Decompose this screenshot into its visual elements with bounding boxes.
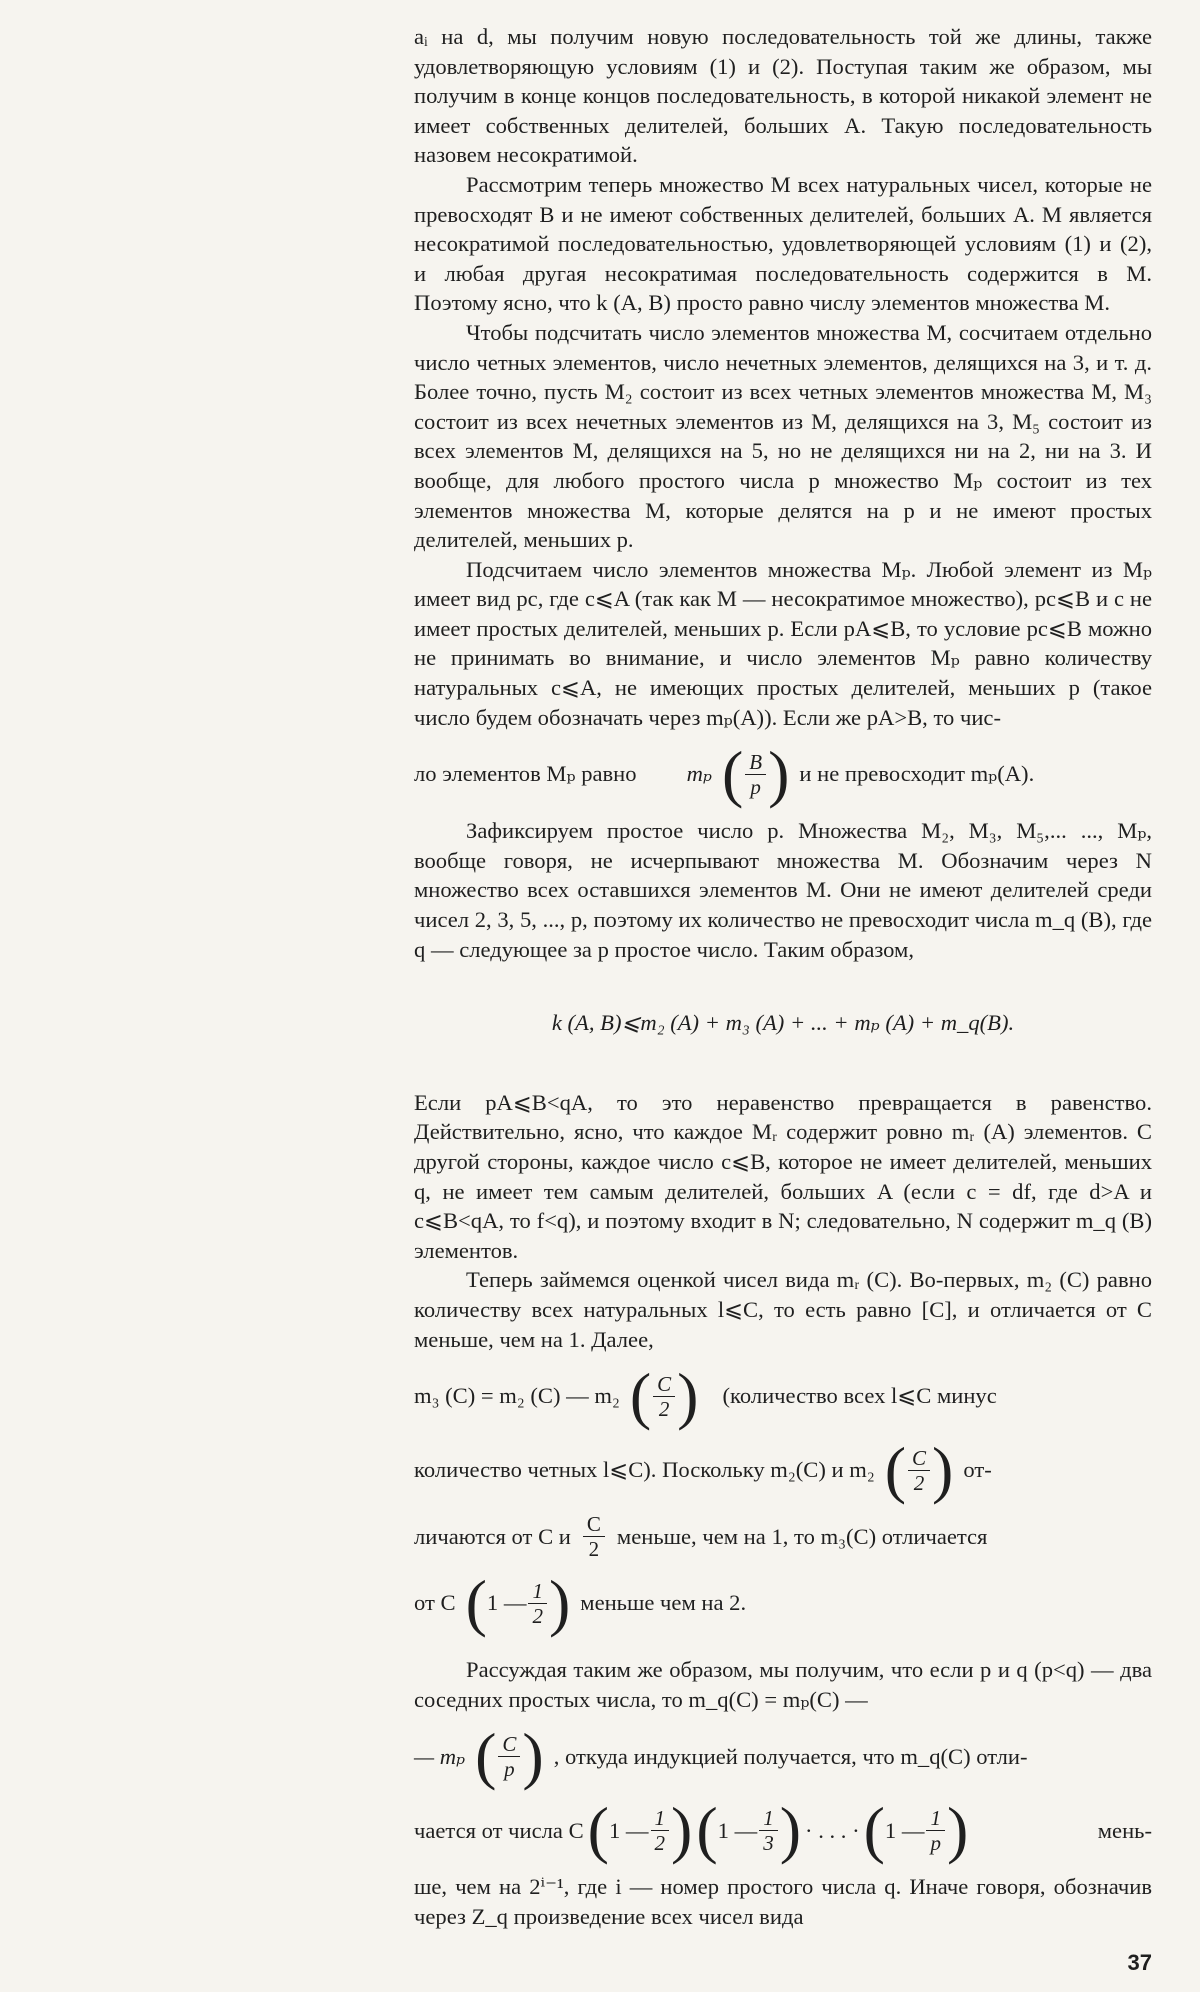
- text: (количество всех l⩽C минус: [722, 1383, 997, 1409]
- display-formula: k (A, B)⩽m₂ (A) + m₃ (A) + ... + mₚ (A) + m_q(B).: [551, 1010, 1015, 1036]
- paragraph-2: Рассмотрим теперь множество M всех натуральных чисел, которые не превосходят B и не имеют собственных делителей, больших A. M является несократимой последовательностью, удовлетворяющей условиям (1) и (2), и любая другая несократимая последовательность содержится в M. Поэтому ясно, что k (A, B) просто равно числу элементов множества M.: [414, 171, 1152, 316]
- formula-line-m3: [414, 1360, 1152, 1432]
- paragraph-8: Рассуждая таким же образом, мы получим, что если p и q (p<q) — два соседних простых числа, то m_q(C) = mₚ(C) —: [414, 1657, 1152, 1712]
- numerator: 1: [759, 1806, 778, 1831]
- page-text-column: [414, 22, 1152, 1932]
- page-number: 37: [1127, 1950, 1152, 1975]
- numerator: C: [653, 1372, 675, 1397]
- denominator: 2: [588, 1537, 600, 1562]
- formula-line-one-minus-half: [414, 1567, 1152, 1639]
- denominator: 2: [654, 1830, 666, 1855]
- numerator: 1: [651, 1806, 670, 1831]
- text: и не превосходит mₚ(A).: [799, 761, 1035, 787]
- paragraph-4: Подсчитаем число элементов множества Mₚ. Любой элемент из Mₚ имеет вид pc, где c⩽A (так как M — несократимое множество), pc⩽B и c не имеет простых делителей, меньших p. Если pA⩽B, то условие pc⩽B можно не принимать во внимание, и число элементов Mₚ равно количеству натуральных c⩽A, не имеющих простых делителей, меньших p (такое число будем обозначать через mₚ(A)). Если же pA>B, то чис-: [414, 556, 1152, 730]
- text: количество четных l⩽C). Поскольку m₂(C) и m₂: [414, 1457, 875, 1483]
- denominator: p: [750, 774, 761, 799]
- paragraph-3: Чтобы подсчитать число элементов множества M, сосчитаем отдельно число четных элементов, число нечетных элементов, делящихся на 3, и т. д. Более точно, пусть M₂ состоит из всех четных элементов множества M, M₃ состоит из всех нечетных элементов из M, делящихся на 3, M₅ состоит из всех элементов M, делящихся на 5, но не делящихся ни на 2, ни на 3. И вообще, для любого простого числа p множество Mₚ состоит из тех элементов множества M, которые делятся на p и не имеют простых делителей, меньших p.: [414, 319, 1152, 553]
- denominator: 2: [532, 1603, 543, 1628]
- fraction-1-minus-half: ( 1 — $\frac{1}{2}$ ): [465, 1567, 571, 1639]
- fraction-C-over-p: ( $\frac{C}{p}$ ): [475, 1720, 544, 1792]
- denominator: 2: [658, 1396, 670, 1421]
- fraction-1-minus-third: ( 1 — $\frac{1}{3}$ ): [696, 1794, 802, 1866]
- text: мень-: [1097, 1817, 1152, 1843]
- text: — mₚ: [414, 1743, 466, 1769]
- paragraph-7: Теперь займемся оценкой чисел вида mᵣ (C). Во-первых, m₂ (C) равно количеству всех натуральных l⩽C, то есть равно [C], и отличается от C меньше, чем на 1. Далее,: [414, 1267, 1152, 1352]
- denominator: 2: [913, 1470, 925, 1495]
- text: 1 —: [717, 1817, 758, 1843]
- paragraph-6: Если pA⩽B<qA, то это неравенство превращается в равенство. Действительно, ясно, что каждое Mᵣ содержит ровно mᵣ (A) элементов. С другой стороны, каждое число c⩽B, которое не имеет делителей, меньших q, не имеет тем самым делителей, больших A (если c = df, где d>A и c⩽B<qA, то f<q), и поэтому входит в N; следовательно, N содержит m_q (B) элементов.: [414, 1089, 1152, 1263]
- fraction-C-over-2: ( $\frac{C}{2}$ ): [884, 1434, 954, 1506]
- text: чается от числа C: [414, 1817, 584, 1843]
- formula-line-product: [414, 1794, 1152, 1866]
- text: mₚ: [686, 761, 712, 787]
- formula-line-mp-c-over-p: [414, 1720, 1152, 1792]
- numerator: B: [745, 750, 766, 775]
- numerator: C: [908, 1446, 930, 1471]
- denominator: p: [504, 1756, 515, 1781]
- numerator: C: [498, 1732, 520, 1757]
- denominator: p: [930, 1830, 941, 1855]
- text: ло элементов Mₚ равно: [414, 761, 637, 787]
- text: от-: [963, 1457, 992, 1483]
- fraction-C-over-2: ( $\frac{C}{2}$ ): [629, 1360, 699, 1432]
- paragraph-9: ше, чем на 2ⁱ⁻¹, где i — номер простого числа q. Иначе говоря, обозначив через Z_q произведение всех чисел вида: [414, 1874, 1152, 1929]
- fraction-C-over-2: [583, 1512, 605, 1561]
- fraction-B-over-p: ( $\frac{B}{p}$ ): [721, 738, 790, 810]
- text: меньше, чем на 1, то m₃(C) отличается: [616, 1523, 988, 1549]
- denominator: 3: [763, 1830, 774, 1855]
- formula-line-differ: [414, 1512, 1152, 1561]
- text: m₃ (C) = m₂ (C) — m₂: [414, 1383, 620, 1409]
- text: , откуда индукцией получается, что m_q(C) отли-: [553, 1743, 1028, 1769]
- fraction-1-minus-half: ( 1 — $\frac{1}{2}$ ): [587, 1794, 693, 1866]
- paragraph-5: Зафиксируем простое число p. Множества M₂, M₃, M₅,... ..., Mₚ, вообще говоря, не исчерпывают множества M. Обозначим через N множество всех оставшихся элементов M. Они не имеют делителей среди чисел 2, 3, 5, ..., p, поэтому их количество не превосходит числа m_q (B), где q — следующее за p простое число. Таким образом,: [414, 818, 1152, 962]
- text: 1 —: [608, 1817, 649, 1843]
- numerator: 1: [528, 1579, 547, 1604]
- numerator: 1: [926, 1806, 945, 1831]
- text: от C: [414, 1590, 456, 1616]
- numerator: C: [583, 1512, 605, 1537]
- text: личаются от C и: [414, 1523, 571, 1549]
- formula-line-even-count: [414, 1434, 1152, 1506]
- fraction-1-minus-1-over-p: ( 1 — $\frac{1}{p}$ ): [863, 1794, 969, 1866]
- product-dots: · . . . ·: [805, 1817, 860, 1843]
- text: 1 —: [486, 1590, 527, 1616]
- paragraph-1: aᵢ на d, мы получим новую последовательность той же длины, также удовлетворяющую условиям (1) и (2). Поступая таким же образом, мы получим в конце концов последовательность, в которой никакой элемент не имеет собственных делителей, больших A. Такую последовательность назовем несократимой.: [414, 24, 1152, 168]
- text: 1 —: [884, 1817, 925, 1843]
- formula-line-mp: [414, 738, 1152, 810]
- text: меньше чем на 2.: [580, 1590, 747, 1616]
